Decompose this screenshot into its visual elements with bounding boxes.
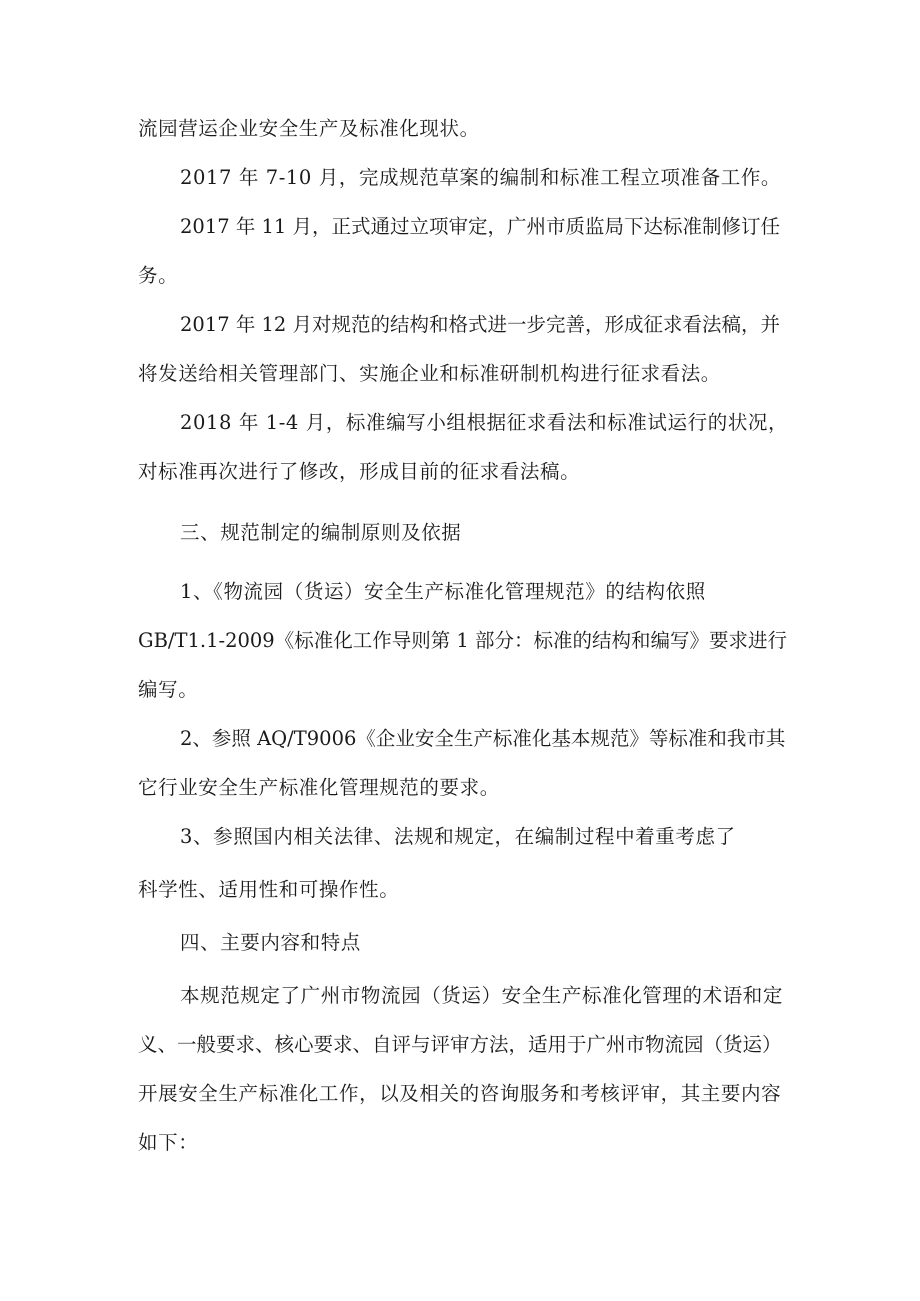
paragraph-line: 编写。 [138,678,199,701]
paragraph-line: 将发送给相关管理部门、实施企业和标准研制机构进行征求看法。 [138,362,721,385]
paragraph-line: 开展安全生产标准化工作，以及相关的咨询服务和考核评审，其主要内容 [138,1082,782,1105]
paragraph-line: 对标准再次进行了修改，形成目前的征求看法稿。 [138,460,581,483]
paragraph-line: 如下： [138,1131,199,1154]
section-heading: 四、主要内容和特点 [180,931,361,954]
paragraph-line: 义、一般要求、核心要求、自评与评审方法，适用于广州市物流园（货运） [138,1033,782,1056]
paragraph-line: 科学性、适用性和可操作性。 [138,878,400,901]
paragraph-line: 3、参照国内相关法律、法规和规定，在编制过程中着重考虑了 [180,825,736,848]
section-heading: 三、规范制定的编制原则及依据 [180,521,462,544]
paragraph-line: GB/T1.1-2009《标准化工作导则第 1 部分：标准的结构和编写》要求进行 [138,629,788,652]
paragraph-line: 务。 [138,264,179,287]
paragraph-line: 本规范规定了广州市物流园（货运）安全生产标准化管理的术语和定 [180,984,784,1007]
paragraph-line: 流园营运企业安全生产及标准化现状。 [138,117,480,140]
paragraph-line: 1、《物流园（货运）安全生产标准化管理规范》的结构依照 [180,580,706,603]
paragraph-line: 2017 年 12 月对规范的结构和格式进一步完善，形成征求看法稿，并 [180,313,781,336]
paragraph-line: 2017 年 11 月，正式通过立项审定，广州市质监局下达标准制修订任 [180,215,781,238]
paragraph-line: 2018 年 1-4 月，标准编写小组根据征求看法和标准试运行的状况， [180,411,789,434]
paragraph-line: 它行业安全生产标准化管理规范的要求。 [138,776,500,799]
paragraph-line: 2017 年 7-10 月，完成规范草案的编制和标准工程立项准备工作。 [180,166,782,189]
paragraph-line: 2、参照 AQ/T9006《企业安全生产标准化基本规范》等标准和我市其 [180,727,786,750]
